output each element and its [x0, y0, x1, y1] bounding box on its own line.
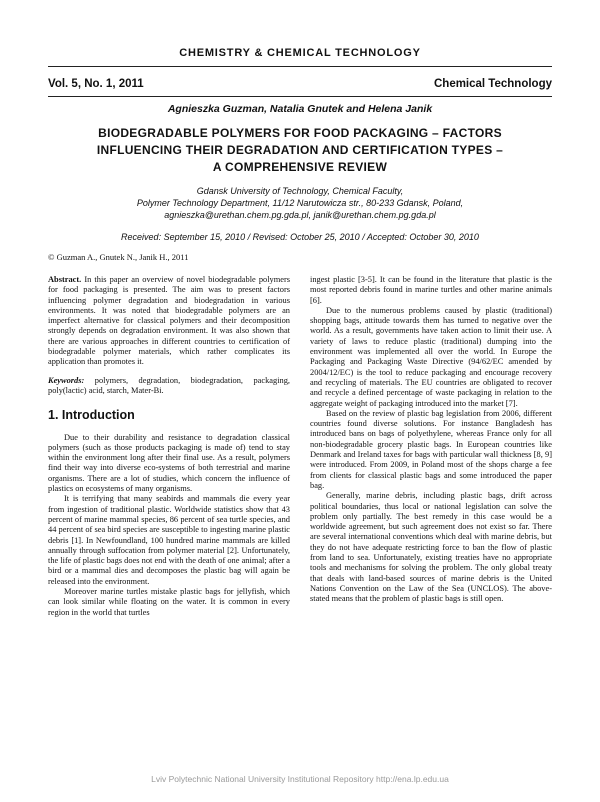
- keywords-label: Keywords:: [48, 375, 85, 385]
- paragraph: Due to the numerous problems caused by plastic (traditional) shopping bags, attitude towards them has turned to negative over the world. As a result, governments have taken action to limit their use. A variety of laws to reduce plastic (traditional) dumping into the environment was implemented all over the world. In Europe the Packaging and Packaging Waste Directive (94/62/EC amended by 2004/12/EC) is the tool to reduce packaging and encourage recovery and recycling of materials. The EU countries are obligated to recover and recycle a defined percentage of waste packaging in relation to the aggregate weight of packaging introduced into the market [7].: [310, 305, 552, 408]
- abstract-text: In this paper an overview of novel biodegradable polymers for food packaging is presented. The aim was to present factors influencing polymer degradation and biodegradation in various environments. It was noted that biodegradable polymers are an imperfect alternative for classical polymers and their decomposition strongly depends on degradation environment. It was also shown that there are various approaches in different countries to certification of biodegradable polymer materials, which rather complicates its application than promotes it.: [48, 275, 290, 367]
- abstract-label: Abstract.: [48, 275, 82, 284]
- title-line: A COMPREHENSIVE REVIEW: [212, 160, 388, 174]
- affiliation-line: agnieszka@urethan.chem.pg.gda.pl, janik@urethan.chem.pg.gda.pl: [164, 210, 436, 220]
- journal-header: CHEMISTRY & CHEMICAL TECHNOLOGY: [179, 47, 421, 59]
- paragraph: Based on the review of plastic bag legislation from 2006, different countries found diverse solutions. For instance Bangladesh has introduced bans on bags of polyethylene, whereas France only for all non-biodegradable grocery plastic bags. In European countries like Denmark and Ireland taxes for bags with particular wall thickness [8, 9] were introduced. From 2009, in Poland most of the shops charge a fee from clients for classical plastic bags and some introduced the paper bag.: [310, 408, 552, 490]
- header-rule-bottom: [48, 96, 552, 97]
- paragraph: ingest plastic [3-5]. It can be found in the literature that plastic is the most reported debris found in marine turtles and other marine animals [6].: [310, 275, 552, 305]
- paragraph: It is terrifying that many seabirds and mammals die every year from ingestion of traditional plastic. Worldwide statistics show that 43 percent of marine mammal species, 86 percent of sea turtle species, and 44 percent of sea bird species are susceptible to ingesting marine plastic debris [1]. In Newfoundland, 100 hundred marine mammals are killed annually through suffocation from polymer material [2]. Unfortunately, the life of plastic bags does not end with the death of one animal; after a bird or a mammal dies and decomposes the plastic bag will again be released into the environment.: [48, 494, 290, 586]
- affiliation-line: Gdansk University of Technology, Chemical Faculty,: [196, 186, 404, 196]
- keywords-text: polymers, degradation, biodegradation, packaging, poly(lactic) acid, starch, Mater-Bi.: [48, 375, 290, 395]
- paragraph: Moreover marine turtles mistake plastic bags for jellyfish, which can look similar while floating on the water. It is common in every region in the world that turtles: [48, 587, 290, 617]
- left-column: [48, 275, 290, 618]
- title-line: BIODEGRADABLE POLYMERS FOR FOOD PACKAGING – FACTORS: [98, 126, 502, 140]
- authors: Agnieszka Guzman, Natalia Gnutek and Helena Janik: [167, 103, 433, 115]
- journal-section: Chemical Technology: [433, 78, 552, 90]
- submission-dates: Received: September 15, 2010 / Revised: October 25, 2010 / Accepted: October 30, 2010: [121, 232, 479, 242]
- article-title: [70, 125, 530, 176]
- paragraph: Due to their durability and resistance to degradation classical polymers (such as those products packaging is made of) tend to stay within the environment long after their final use. As a result, polymers find their way into diverse eco-systems of both terrestrial and marine organisms. There are a lot of studies, which concern the influence of plastics on ecosystems of many organisms.: [48, 432, 290, 494]
- section-heading-introduction: 1. Introduction: [48, 408, 135, 423]
- right-column: [310, 275, 552, 605]
- abstract: [48, 275, 290, 368]
- affiliation: [60, 185, 540, 221]
- keywords: [48, 376, 290, 397]
- header-rule-top: [48, 66, 552, 67]
- affiliation-line: Polymer Technology Department, 11/12 Narutowicza str., 80-233 Gdansk, Poland,: [136, 198, 464, 208]
- copyright: © Guzman A., Gnutek N., Janik H., 2011: [48, 252, 189, 262]
- title-line: INFLUENCING THEIR DEGRADATION AND CERTIFICATION TYPES –: [96, 143, 504, 157]
- paragraph: Generally, marine debris, including plastic bags, drift across political boundaries, thus local or national legislation can solve the problem only partially. The best remedy in this case would be a worldwide agreement, but such agreement does not exist so far. There are several international conventions which deal with marine debris, but they do not have adequate restricting force to ban the flow of plastic from land to sea. Unfortunately, existing treaties have no appropriate tools and mechanisms for solving the problem. The only global treaty that deals with land-based sources of marine debris is the United Nations Convention on the Law of the Sea (UNCLOS). The above-stated means that the problem of plastic bags is still open.: [310, 491, 552, 604]
- repository-footer: Lviv Polytechnic National University Institutional Repository http://ena.lp.edu.ua: [151, 774, 449, 784]
- volume-info: Vol. 5, No. 1, 2011: [48, 78, 144, 90]
